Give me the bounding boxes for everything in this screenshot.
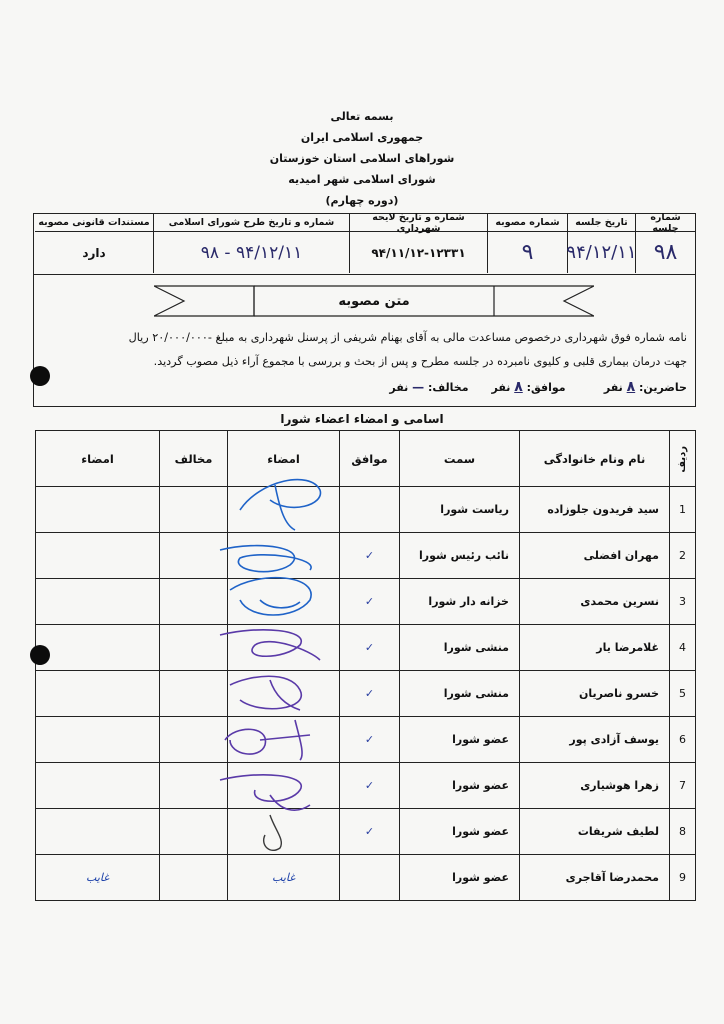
- member-position: منشی شورا: [400, 625, 520, 671]
- member-position: عضو شورا: [400, 763, 520, 809]
- header-term: (دوره چهارم): [325, 194, 399, 207]
- member-name: محمدرضا آقاجری: [520, 855, 670, 901]
- info-header-plan: شماره و تاریخ طرح شورای اسلامی: [153, 214, 349, 232]
- member-row: [36, 809, 696, 855]
- info-value-legal: دارد: [82, 245, 106, 260]
- info-table: [33, 213, 696, 275]
- member-name: سید فریدون جلوزاده: [520, 487, 670, 533]
- info-value-session-no: ۹۸: [635, 232, 695, 273]
- binder-hole-bottom: [30, 645, 50, 665]
- vote-summary: [389, 379, 687, 395]
- member-row: [36, 533, 696, 579]
- member-agree-mark: ✓: [340, 533, 400, 579]
- member-row-number: 4: [670, 625, 696, 671]
- member-signature2: [36, 487, 160, 533]
- member-agree-mark: ✓: [340, 717, 400, 763]
- header-basmala: بسمه تعالی: [330, 110, 394, 123]
- resolution-title: متن مصوبه: [338, 293, 410, 309]
- info-header-legal: مستندات قانونی مصوبه: [35, 214, 153, 232]
- member-signature2: [36, 533, 160, 579]
- member-agree-mark: ✓: [340, 671, 400, 717]
- col-signature: امضاء: [228, 431, 340, 487]
- member-position: عضو شورا: [400, 855, 520, 901]
- binder-hole-top: [30, 366, 50, 386]
- info-header-resolution-no: شماره مصوبه: [487, 214, 567, 232]
- agree-count: ۸: [514, 379, 523, 395]
- member-name: لطیف شریفات: [520, 809, 670, 855]
- member-signature2: [36, 671, 160, 717]
- member-row: [36, 763, 696, 809]
- member-signature2: [36, 809, 160, 855]
- member-position: منشی شورا: [400, 671, 520, 717]
- info-value-plan: ۹۴/۱۲/۱۱ - ۹۸: [153, 232, 349, 273]
- col-oppose: مخالف: [160, 431, 228, 487]
- member-position: خزانه دار شورا: [400, 579, 520, 625]
- member-signature2: [36, 763, 160, 809]
- member-row: [36, 671, 696, 717]
- member-name: زهرا هوشیاری: [520, 763, 670, 809]
- member-row: [36, 487, 696, 533]
- member-position: نائب رئیس شورا: [400, 533, 520, 579]
- resolution-text-line2: جهت درمان بیماری قلبی و کلیوی نامبرده در جلسه مطرح و پس از بحث و بررسی با مجموع آراء ذیل مصوب گردید.: [153, 355, 687, 368]
- oppose-label: مخالف:: [428, 381, 469, 394]
- member-name: مهران افضلی: [520, 533, 670, 579]
- agree-label: موافق:: [526, 381, 566, 394]
- col-signature2: امضاء: [36, 431, 160, 487]
- member-name: نسرین محمدی: [520, 579, 670, 625]
- info-value-resolution-no: ۹: [487, 232, 567, 273]
- member-row-number: 9: [670, 855, 696, 901]
- member-position: عضو شورا: [400, 717, 520, 763]
- members-header-row: [36, 431, 696, 487]
- members-table: [35, 430, 696, 901]
- info-header-bill: شماره و تاریخ لایحه شهرداری: [349, 214, 487, 232]
- oppose-count: —: [412, 380, 425, 394]
- signatures-scribbles: [200, 470, 350, 870]
- member-signature2: [36, 625, 160, 671]
- member-signature: غایب: [228, 855, 340, 901]
- member-agree-mark: ✓: [340, 763, 400, 809]
- member-row-number: 7: [670, 763, 696, 809]
- resolution-text-line1: نامه شماره فوق شهرداری درخصوص مساعدت مالی به آقای بهنام شریفی از پرسنل شهرداری به مبلغ -۲۰/۰۰۰/۰۰۰ ریال: [128, 331, 687, 344]
- col-agree: موافق: [340, 431, 400, 487]
- members-title: اسامی و امضاء اعضاء شورا: [280, 412, 444, 426]
- member-row-number: 5: [670, 671, 696, 717]
- member-signature2: غایب: [36, 855, 160, 901]
- header-country: جمهوری اسلامی ایران: [300, 131, 424, 144]
- header-city-council: شورای اسلامی شهر امیدیه: [288, 173, 436, 186]
- member-position: ریاست شورا: [400, 487, 520, 533]
- member-signature2: [36, 579, 160, 625]
- member-name: یوسف آزادی پور: [520, 717, 670, 763]
- info-header-session-no: شماره جلسه: [635, 214, 695, 232]
- resolution-box: [33, 275, 696, 407]
- member-signature2: [36, 717, 160, 763]
- member-row: [36, 625, 696, 671]
- col-row: ردیف: [670, 431, 696, 487]
- member-agree-mark: ✓: [340, 809, 400, 855]
- member-agree-mark: ✓: [340, 625, 400, 671]
- member-agree-mark: ✓: [340, 579, 400, 625]
- member-row: [36, 855, 696, 901]
- member-row-number: 6: [670, 717, 696, 763]
- member-row: [36, 579, 696, 625]
- info-header-session-date: تاریخ جلسه: [567, 214, 635, 232]
- member-row-number: 8: [670, 809, 696, 855]
- info-value-session-date: ۹۴/۱۲/۱۱: [567, 232, 635, 273]
- member-name: غلامرضا یار: [520, 625, 670, 671]
- info-value-bill: ۹۴/۱۱/۱۲-۱۲۳۳۱: [349, 232, 487, 273]
- agree-unit: نفر: [491, 381, 511, 394]
- header-province-council: شوراهای اسلامی استان خوزستان: [269, 152, 455, 165]
- member-row: [36, 717, 696, 763]
- present-label: حاضرین:: [639, 381, 687, 394]
- member-row-number: 1: [670, 487, 696, 533]
- member-row-number: 3: [670, 579, 696, 625]
- member-position: عضو شورا: [400, 809, 520, 855]
- member-name: خسرو ناصریان: [520, 671, 670, 717]
- member-row-number: 2: [670, 533, 696, 579]
- present-unit: نفر: [603, 381, 623, 394]
- col-name: نام ونام خانوادگی: [520, 431, 670, 487]
- col-position: سمت: [400, 431, 520, 487]
- oppose-unit: نفر: [389, 381, 409, 394]
- present-count: ۸: [626, 379, 636, 395]
